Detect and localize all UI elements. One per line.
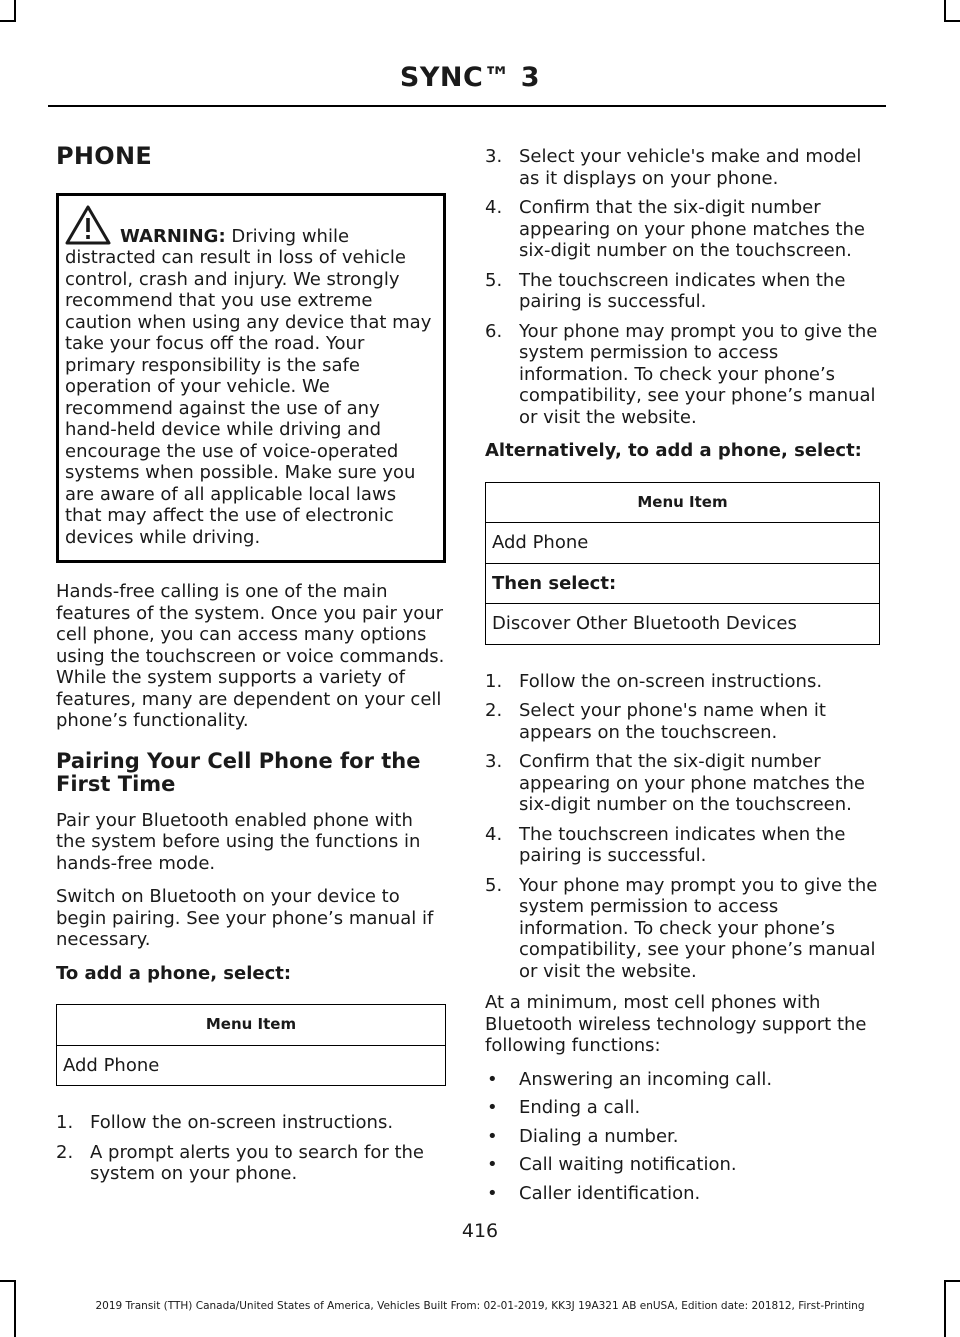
step-text: Select your phone's name when it appears on the touchscreen. (519, 700, 826, 743)
pairing-heading: Pairing Your Cell Phone for the First Time (56, 748, 421, 796)
step-item (485, 671, 880, 693)
step-item (485, 197, 880, 262)
list-item (485, 1154, 880, 1176)
step-item (56, 1112, 446, 1134)
step-number: 1. (485, 670, 503, 692)
menu-table-header: Menu Item (57, 1005, 446, 1046)
list-item (485, 1069, 880, 1091)
bullet-icon: • (487, 1182, 498, 1204)
step-number: 3. (485, 751, 503, 772)
step-number: 5. (485, 874, 503, 896)
warning-body: Driving while distracted can result in loss of vehicle control, crash and injury. We strongly recommend that you use extreme caution when using any device that may take your focus off the road. Your primary responsibility is the safe operation of your vehicle. We recommend against the use of any hand-held device while driving and encourage the use of voice-operated systems when possible. Make sure you are aware of all applicable local laws that may affect the use of electronic devices while driving. (65, 225, 432, 548)
step-text: Confirm that the six-digit number appearing on your phone matches the six-digit number on the touchscreen. (519, 197, 865, 261)
list-item (485, 1183, 880, 1205)
step-item (485, 146, 880, 189)
step-number: 4. (485, 823, 503, 845)
step-item (485, 321, 880, 429)
menu-table (485, 482, 880, 645)
crop-mark (944, 20, 960, 22)
step-number: 1. (56, 1112, 74, 1133)
step-number: 6. (485, 320, 503, 342)
bullet-icon: • (487, 1097, 498, 1118)
menu-table (56, 1004, 446, 1086)
step-text: Your phone may prompt you to give the system permission to access information. To check your phone’s compatibility, see your phone’s manual or visit the website. (519, 320, 878, 428)
page-number: 416 (461, 1220, 499, 1242)
list-item (485, 1097, 880, 1119)
list-item-text: Ending a call. (519, 1097, 641, 1118)
section-title: PHONE (56, 142, 153, 170)
bullet-icon: • (487, 1125, 498, 1147)
step-number: 5. (485, 269, 503, 291)
warning-box (56, 193, 446, 564)
list-item-text: Dialing a number. (519, 1125, 679, 1147)
minimum-paragraph: At a minimum, most cell phones with Bluetooth wireless technology support the following functions: (485, 992, 867, 1056)
step-item (485, 270, 880, 313)
step-text: The touchscreen indicates when the pairing is successful. (519, 823, 846, 866)
step-item (485, 751, 880, 816)
step-number: 2. (56, 1141, 74, 1163)
menu-table-cell: Add Phone (57, 1045, 446, 1086)
menu-table-header: Menu Item (486, 482, 880, 523)
list-item (485, 1126, 880, 1148)
step-number: 2. (485, 700, 503, 721)
steps-list (485, 671, 880, 983)
crop-mark (0, 1280, 16, 1282)
bullet-icon: • (487, 1068, 498, 1090)
add-phone-heading: To add a phone, select: (56, 962, 292, 984)
list-item-text: Caller identification. (519, 1182, 701, 1204)
functions-list (485, 1069, 880, 1205)
step-text: Select your vehicle's make and model as it displays on your phone. (519, 146, 862, 189)
bullet-icon: • (487, 1154, 498, 1175)
step-text: The touchscreen indicates when the pairing is successful. (519, 269, 846, 312)
pair-paragraph: Pair your Bluetooth enabled phone with the system before using the functions in hands-free mode. (56, 809, 421, 874)
steps-list (56, 1112, 446, 1185)
step-number: 4. (485, 197, 503, 218)
page-header-title: SYNC™ 3 (399, 62, 540, 93)
switch-paragraph: Switch on Bluetooth on your device to begin pairing. See your phone’s manual if necessary. (56, 886, 434, 950)
step-text: Your phone may prompt you to give the system permission to access information. To check your phone’s compatibility, see your phone’s manual or visit the website. (519, 874, 878, 982)
footer-note: 2019 Transit (TTH) Canada/United States of America, Vehicles Built From: 02-01-2019, KK3J 19A321 AB enUSA, Edition date: 201812, First-Printing (95, 1300, 865, 1312)
step-number: 3. (485, 146, 503, 167)
warning-triangle-icon (64, 204, 112, 246)
list-item-text: Answering an incoming call. (519, 1068, 773, 1090)
menu-table-cell: Discover Other Bluetooth Devices (486, 604, 880, 645)
step-item (485, 700, 880, 743)
warning-label: WARNING: (120, 225, 226, 247)
alternative-heading: Alternatively, to add a phone, select: (485, 440, 862, 461)
crop-mark (944, 0, 946, 22)
left-column (56, 142, 446, 1195)
crop-mark (14, 0, 16, 22)
menu-table-cell: Add Phone (486, 523, 880, 564)
step-item (56, 1142, 446, 1185)
header-divider (48, 105, 886, 107)
step-text: Confirm that the six-digit number appearing on your phone matches the six-digit number on the touchscreen. (519, 751, 865, 815)
list-item-text: Call waiting notification. (519, 1154, 737, 1175)
step-text: A prompt alerts you to search for the system on your phone. (90, 1141, 424, 1184)
step-text: Follow the on-screen instructions. (90, 1112, 394, 1133)
crop-mark (0, 20, 16, 22)
steps-list (485, 146, 880, 428)
crop-mark (944, 1280, 960, 1282)
step-text: Follow the on-screen instructions. (519, 670, 823, 692)
intro-paragraph: Hands-free calling is one of the main features of the system. Once you pair your cell phone, you can access many options using the touchscreen or voice commands. While the system supports a variety of features, many are dependent on your cell phone’s functionality. (56, 581, 445, 731)
step-item (485, 875, 880, 983)
warning-text (65, 226, 435, 549)
right-column (485, 146, 880, 1211)
step-item (485, 824, 880, 867)
menu-table-cell: Then select: (486, 563, 880, 604)
